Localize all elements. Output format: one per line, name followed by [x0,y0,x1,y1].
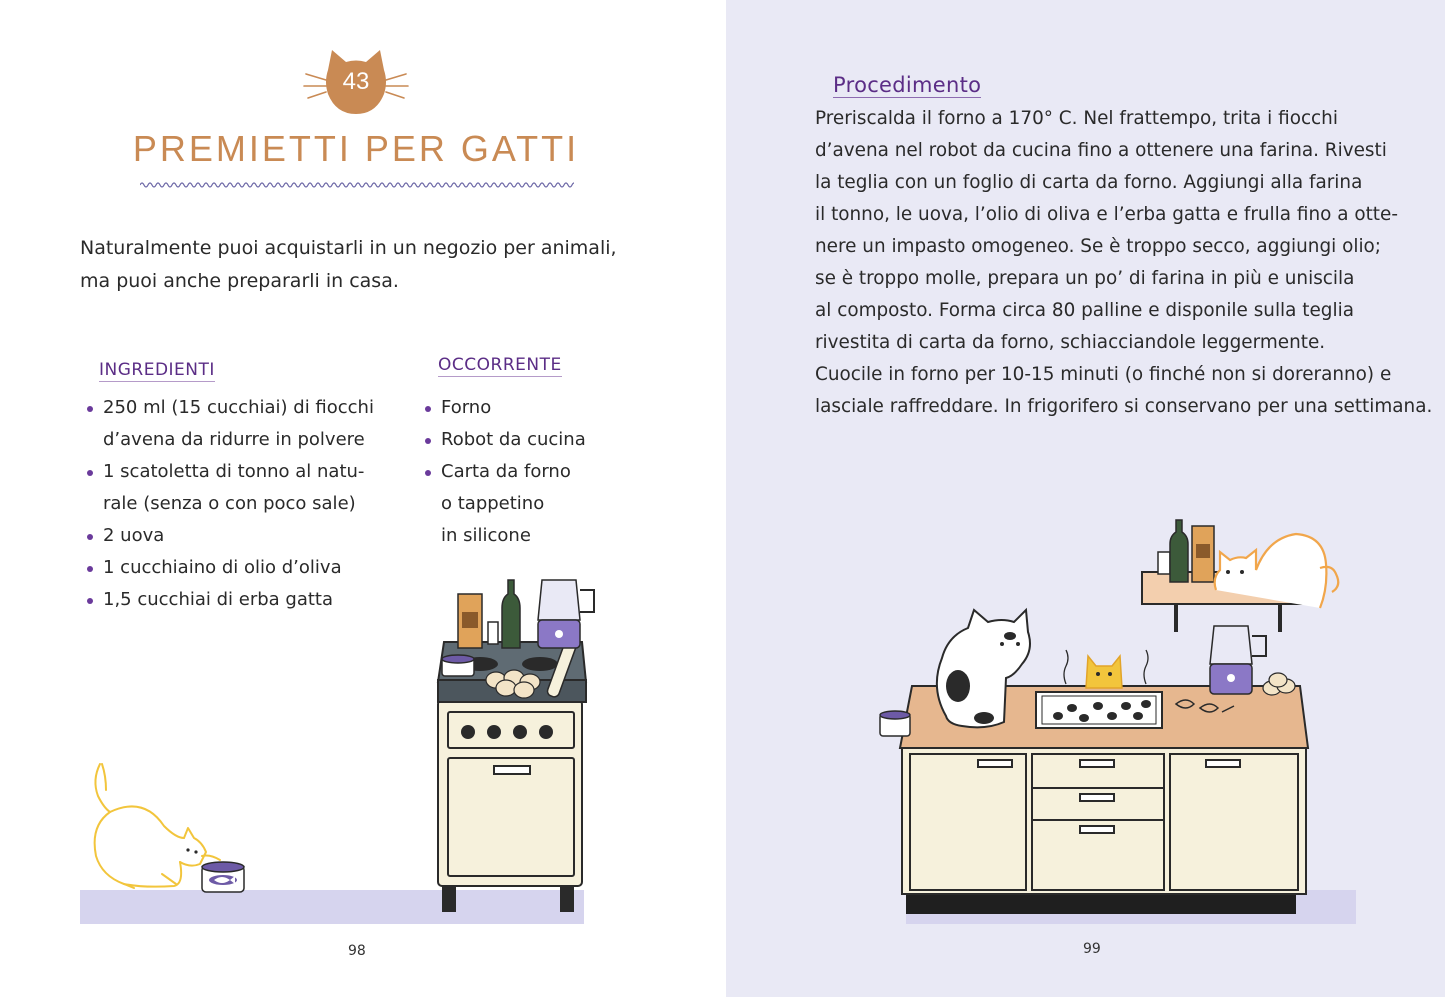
equipment-item-continued: o tappetino [441,493,545,514]
ingredients-heading: INGREDIENTI [99,360,215,380]
procedure-line: rivestita di carta da forno, schiacciandole leggermente. [815,332,1326,353]
procedure-line: nere un impasto omogeneo. Se è troppo secco, aggiungi olio; [815,236,1382,257]
kitchen-counter-illustration [876,508,1360,926]
procedure-line: lasciale raffreddare. In frigorifero si conservano per una settimana. [815,396,1433,417]
ingredients-list [81,392,381,616]
equipment-item: Carta da forno [419,456,619,488]
procedure-line: d’avena nel robot da cucina fino a ottenere una farina. Rivesti [815,140,1387,161]
procedure-line: Preriscalda il forno a 170° C. Nel frattempo, trita i fiocchi [815,108,1338,129]
ingredient-item: 1 scatoletta di tonno al natu- [81,456,381,488]
ingredient-item-continued: d’avena da ridurre in polvere [103,429,365,450]
equipment-item: Robot da cucina [419,424,619,456]
yellow-cat-eating-illustration [84,756,254,901]
procedure-line: al composto. Forma circa 80 palline e disponile sulla teglia [815,300,1354,321]
intro-line: ma puoi anche prepararli in casa. [80,270,399,292]
ingredient-item: 1 cucchiaino di olio d’oliva [81,552,381,584]
recipe-title: PREMIETTI PER GATTI [132,128,580,169]
ingredient-item: 1,5 cucchiai di erba gatta [81,584,381,616]
ingredient-item-continued: rale (senza o con poco sale) [103,493,356,514]
ingredient-item: 250 ml (15 cucchiai) di fiocchi [81,392,381,424]
equipment-heading: OCCORRENTE [438,355,562,375]
ingredient-item: 2 uova [81,520,381,552]
procedure-text [815,103,1433,423]
stove-illustration [430,572,606,914]
intro-line: Naturalmente puoi acquistarli in un negozio per animali, [80,237,617,259]
procedure-line: la teglia con un foglio di carta da forno. Aggiungi alla farina [815,172,1363,193]
wave-divider [140,180,574,190]
procedure-heading: Procedimento [833,73,982,97]
intro-paragraph [80,232,640,298]
recipe-number-badge [300,48,412,116]
procedure-line: Cuocile in forno per 10-15 minuti (o finché non si doreranno) e [815,364,1392,385]
page-number-left: 98 [348,943,366,959]
procedure-line: il tonno, le uova, l’olio di oliva e l’erba gatta e frulla fino a otte- [815,204,1398,225]
page-number-right: 99 [1083,941,1101,957]
recipe-number: 43 [342,68,370,95]
equipment-item: Forno [419,392,619,424]
right-page [726,0,1445,997]
procedure-line: se è troppo molle, prepara un po’ di farina in più e uniscila [815,268,1355,289]
equipment-item-continued: in silicone [441,525,531,546]
equipment-list [419,392,619,552]
